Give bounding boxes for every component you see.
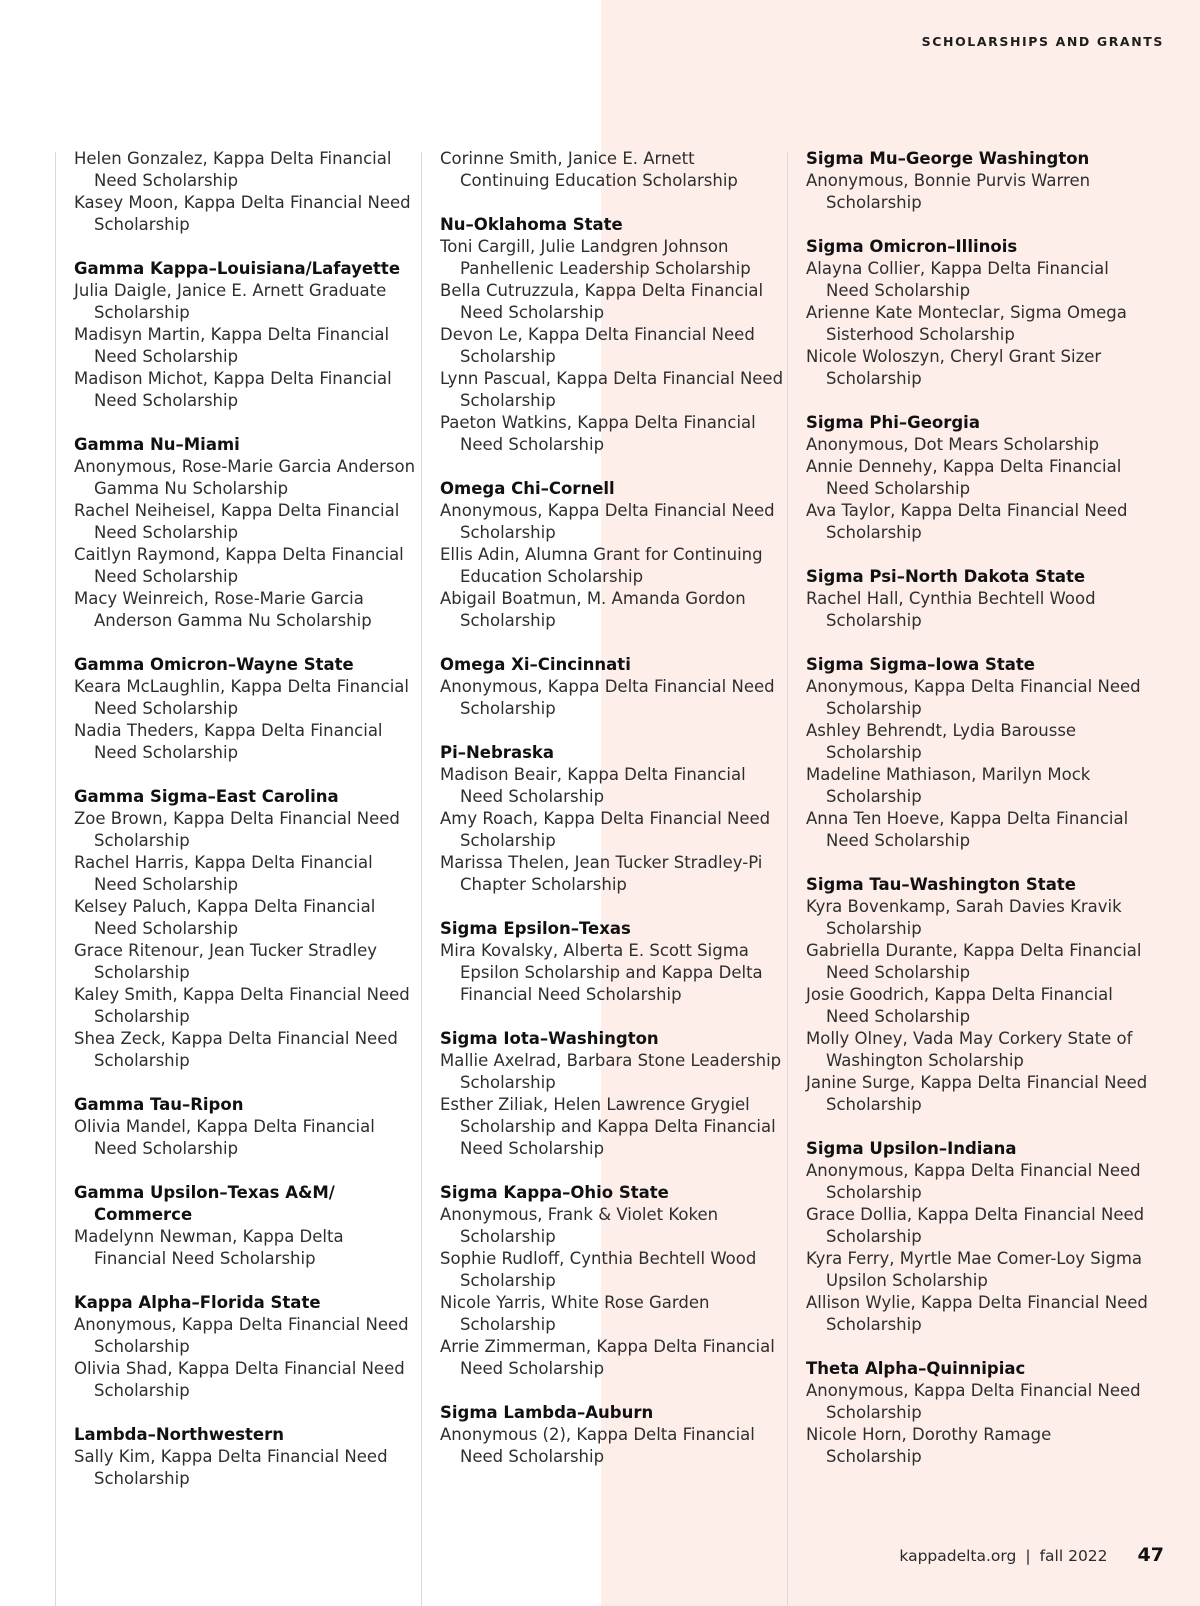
recipient-entry: Arrie Zimmerman, Kappa Delta Financial Need Scholarship (440, 1337, 775, 1378)
recipient-entry: Lynn Pascual, Kappa Delta Financial Need Scholarship (440, 369, 784, 410)
chapter-heading: Sigma Kappa–Ohio State (440, 1183, 669, 1202)
chapter-group (440, 1182, 785, 1380)
recipient-entry: Macy Weinreich, Rose-Marie Garcia Anderson Gamma Nu Scholarship (74, 589, 372, 630)
recipient-entry: Madisyn Martin, Kappa Delta Financial Need Scholarship (74, 325, 390, 366)
footer-issue: fall 2022 (1039, 1547, 1108, 1565)
chapter-heading: Sigma Tau–Washington State (806, 875, 1076, 894)
recipient-entry: Grace Dollia, Kappa Delta Financial Need Scholarship (806, 1205, 1145, 1246)
chapter-group (806, 566, 1151, 632)
recipient-entry: Anonymous, Kappa Delta Financial Need Scholarship (440, 677, 775, 718)
recipient-entry: Anonymous, Kappa Delta Financial Need Scholarship (806, 1381, 1141, 1422)
recipient-entry: Nadia Theders, Kappa Delta Financial Need Scholarship (74, 721, 383, 762)
chapter-group (806, 148, 1151, 214)
chapter-group (440, 1028, 785, 1160)
recipient-entry: Nicole Yarris, White Rose Garden Scholarship (440, 1293, 710, 1334)
recipient-entry: Gabriella Durante, Kappa Delta Financial Need Scholarship (806, 941, 1142, 982)
chapter-group (74, 148, 419, 236)
chapter-heading: Sigma Iota–Washington (440, 1029, 659, 1048)
chapter-heading: Kappa Alpha–Florida State (74, 1293, 321, 1312)
chapter-group (74, 434, 419, 632)
recipient-entry: Rachel Harris, Kappa Delta Financial Need Scholarship (74, 853, 373, 894)
chapter-group (440, 742, 785, 896)
chapter-heading: Nu–Oklahoma State (440, 215, 623, 234)
chapter-heading: Sigma Sigma–Iowa State (806, 655, 1035, 674)
recipient-entry: Anonymous, Kappa Delta Financial Need Scholarship (440, 501, 775, 542)
page-number: 47 (1137, 1544, 1164, 1566)
recipient-entry: Devon Le, Kappa Delta Financial Need Scholarship (440, 325, 755, 366)
footer-separator: | (1025, 1547, 1031, 1565)
section-label: SCHOLARSHIPS AND GRANTS (921, 34, 1164, 49)
chapter-group (74, 654, 419, 764)
recipient-entry: Mallie Axelrad, Barbara Stone Leadership Scholarship (440, 1051, 782, 1092)
recipient-entry: Molly Olney, Vada May Corkery State of Washington Scholarship (806, 1029, 1133, 1070)
recipient-entry: Anonymous (2), Kappa Delta Financial Need Scholarship (440, 1425, 755, 1466)
chapter-heading: Theta Alpha–Quinnipiac (806, 1359, 1026, 1378)
recipient-entry: Anonymous, Frank & Violet Koken Scholarship (440, 1205, 719, 1246)
chapter-heading: Omega Xi–Cincinnati (440, 655, 631, 674)
chapter-heading: Gamma Tau–Ripon (74, 1095, 244, 1114)
recipient-entry: Kelsey Paluch, Kappa Delta Financial Need Scholarship (74, 897, 376, 938)
recipient-entry: Rachel Hall, Cynthia Bechtell Wood Scholarship (806, 589, 1096, 630)
chapter-group (74, 1292, 419, 1402)
scholarship-column-1 (74, 148, 419, 1512)
chapter-heading: Lambda–Northwestern (74, 1425, 284, 1444)
chapter-group (440, 1402, 785, 1468)
chapter-group (440, 654, 785, 720)
recipient-entry: Olivia Shad, Kappa Delta Financial Need Scholarship (74, 1359, 405, 1400)
recipient-entry: Marissa Thelen, Jean Tucker Stradley-Pi Chapter Scholarship (440, 853, 763, 894)
chapter-heading: Sigma Mu–George Washington (806, 149, 1090, 168)
recipient-entry: Janine Surge, Kappa Delta Financial Need Scholarship (806, 1073, 1148, 1114)
recipient-entry: Olivia Mandel, Kappa Delta Financial Need Scholarship (74, 1117, 375, 1158)
recipient-entry: Nicole Horn, Dorothy Ramage Scholarship (806, 1425, 1052, 1466)
recipient-entry: Josie Goodrich, Kappa Delta Financial Need Scholarship (806, 985, 1113, 1026)
recipient-entry: Ellis Adin, Alumna Grant for Continuing Education Scholarship (440, 545, 763, 586)
chapter-heading: Pi–Nebraska (440, 743, 555, 762)
chapter-heading: Gamma Nu–Miami (74, 435, 240, 454)
recipient-entry: Sally Kim, Kappa Delta Financial Need Scholarship (74, 1447, 388, 1488)
chapter-heading: Sigma Omicron–Illinois (806, 237, 1018, 256)
recipient-entry: Anonymous, Kappa Delta Financial Need Scholarship (806, 1161, 1141, 1202)
recipient-entry: Toni Cargill, Julie Landgren Johnson Panhellenic Leadership Scholarship (440, 237, 751, 278)
recipient-entry: Anonymous, Rose-Marie Garcia Anderson Gamma Nu Scholarship (74, 457, 416, 498)
chapter-group (806, 874, 1151, 1116)
recipient-entry: Abigail Boatmun, M. Amanda Gordon Scholarship (440, 589, 746, 630)
recipient-entry: Allison Wylie, Kappa Delta Financial Need Scholarship (806, 1293, 1148, 1334)
chapter-group (74, 786, 419, 1072)
recipient-entry: Annie Dennehy, Kappa Delta Financial Need Scholarship (806, 457, 1122, 498)
chapter-heading: Gamma Omicron–Wayne State (74, 655, 354, 674)
recipient-entry: Zoe Brown, Kappa Delta Financial Need Scholarship (74, 809, 400, 850)
recipient-entry: Ava Taylor, Kappa Delta Financial Need Scholarship (806, 501, 1128, 542)
recipient-entry: Grace Ritenour, Jean Tucker Stradley Scholarship (74, 941, 377, 982)
recipient-entry: Anna Ten Hoeve, Kappa Delta Financial Need Scholarship (806, 809, 1129, 850)
chapter-group (806, 412, 1151, 544)
chapter-group (806, 236, 1151, 390)
recipient-entry: Alayna Collier, Kappa Delta Financial Need Scholarship (806, 259, 1109, 300)
recipient-entry: Kasey Moon, Kappa Delta Financial Need Scholarship (74, 193, 411, 234)
footer-site-link[interactable]: kappadelta.org (899, 1547, 1017, 1565)
chapter-heading: Gamma Upsilon–Texas A&M/ Commerce (74, 1183, 335, 1224)
recipient-entry: Ashley Behrendt, Lydia Barousse Scholarship (806, 721, 1077, 762)
chapter-heading: Sigma Phi–Georgia (806, 413, 980, 432)
chapter-group (440, 918, 785, 1006)
scholarship-column-3 (806, 148, 1151, 1490)
chapter-heading: Sigma Upsilon–Indiana (806, 1139, 1017, 1158)
chapter-group (806, 1358, 1151, 1468)
recipient-entry: Madison Michot, Kappa Delta Financial Need Scholarship (74, 369, 392, 410)
recipient-entry: Kyra Bovenkamp, Sarah Davies Kravik Scholarship (806, 897, 1122, 938)
recipient-entry: Anonymous, Dot Mears Scholarship (806, 435, 1100, 454)
recipient-entry: Arienne Kate Monteclar, Sigma Omega Sisterhood Scholarship (806, 303, 1127, 344)
recipient-entry: Mira Kovalsky, Alberta E. Scott Sigma Epsilon Scholarship and Kappa Delta Financial Need Scholarship (440, 941, 763, 1004)
column-divider (55, 152, 56, 1606)
chapter-group (440, 148, 785, 192)
chapter-group (440, 214, 785, 456)
chapter-group (806, 654, 1151, 852)
scholarship-column-2 (440, 148, 785, 1490)
recipient-entry: Madeline Mathiason, Marilyn Mock Scholarship (806, 765, 1091, 806)
recipient-entry: Esther Ziliak, Helen Lawrence Grygiel Scholarship and Kappa Delta Financial Need Scholarship (440, 1095, 776, 1158)
recipient-entry: Bella Cutruzzula, Kappa Delta Financial Need Scholarship (440, 281, 764, 322)
column-divider (421, 152, 422, 1606)
recipient-entry: Sophie Rudloff, Cynthia Bechtell Wood Scholarship (440, 1249, 757, 1290)
recipient-entry: Paeton Watkins, Kappa Delta Financial Need Scholarship (440, 413, 756, 454)
recipient-entry: Madison Beair, Kappa Delta Financial Need Scholarship (440, 765, 746, 806)
column-divider (787, 152, 788, 1606)
chapter-group (74, 1094, 419, 1160)
chapter-group (74, 258, 419, 412)
chapter-heading: Sigma Psi–North Dakota State (806, 567, 1086, 586)
chapter-group (74, 1182, 419, 1270)
chapter-group (74, 1424, 419, 1490)
recipient-entry: Julia Daigle, Janice E. Arnett Graduate Scholarship (74, 281, 387, 322)
recipient-entry: Helen Gonzalez, Kappa Delta Financial Need Scholarship (74, 149, 392, 190)
recipient-entry: Caitlyn Raymond, Kappa Delta Financial Need Scholarship (74, 545, 404, 586)
recipient-entry: Anonymous, Kappa Delta Financial Need Scholarship (806, 677, 1141, 718)
chapter-heading: Sigma Lambda–Auburn (440, 1403, 654, 1422)
recipient-entry: Madelynn Newman, Kappa Delta Financial Need Scholarship (74, 1227, 344, 1268)
recipient-entry: Corinne Smith, Janice E. Arnett Continuing Education Scholarship (440, 149, 738, 190)
chapter-group (440, 478, 785, 632)
page-footer (899, 1544, 1164, 1566)
recipient-entry: Kyra Ferry, Myrtle Mae Comer-Loy Sigma Upsilon Scholarship (806, 1249, 1143, 1290)
recipient-entry: Anonymous, Bonnie Purvis Warren Scholarship (806, 171, 1091, 212)
recipient-entry: Anonymous, Kappa Delta Financial Need Scholarship (74, 1315, 409, 1356)
recipient-entry: Keara McLaughlin, Kappa Delta Financial Need Scholarship (74, 677, 409, 718)
chapter-heading: Gamma Kappa–Louisiana/Lafayette (74, 259, 401, 278)
recipient-entry: Shea Zeck, Kappa Delta Financial Need Scholarship (74, 1029, 398, 1070)
chapter-heading: Sigma Epsilon–Texas (440, 919, 631, 938)
chapter-heading: Omega Chi–Cornell (440, 479, 615, 498)
chapter-heading: Gamma Sigma–East Carolina (74, 787, 339, 806)
chapter-group (806, 1138, 1151, 1336)
recipient-entry: Rachel Neiheisel, Kappa Delta Financial Need Scholarship (74, 501, 400, 542)
recipient-entry: Nicole Woloszyn, Cheryl Grant Sizer Scholarship (806, 347, 1102, 388)
recipient-entry: Kaley Smith, Kappa Delta Financial Need Scholarship (74, 985, 410, 1026)
recipient-entry: Amy Roach, Kappa Delta Financial Need Scholarship (440, 809, 771, 850)
